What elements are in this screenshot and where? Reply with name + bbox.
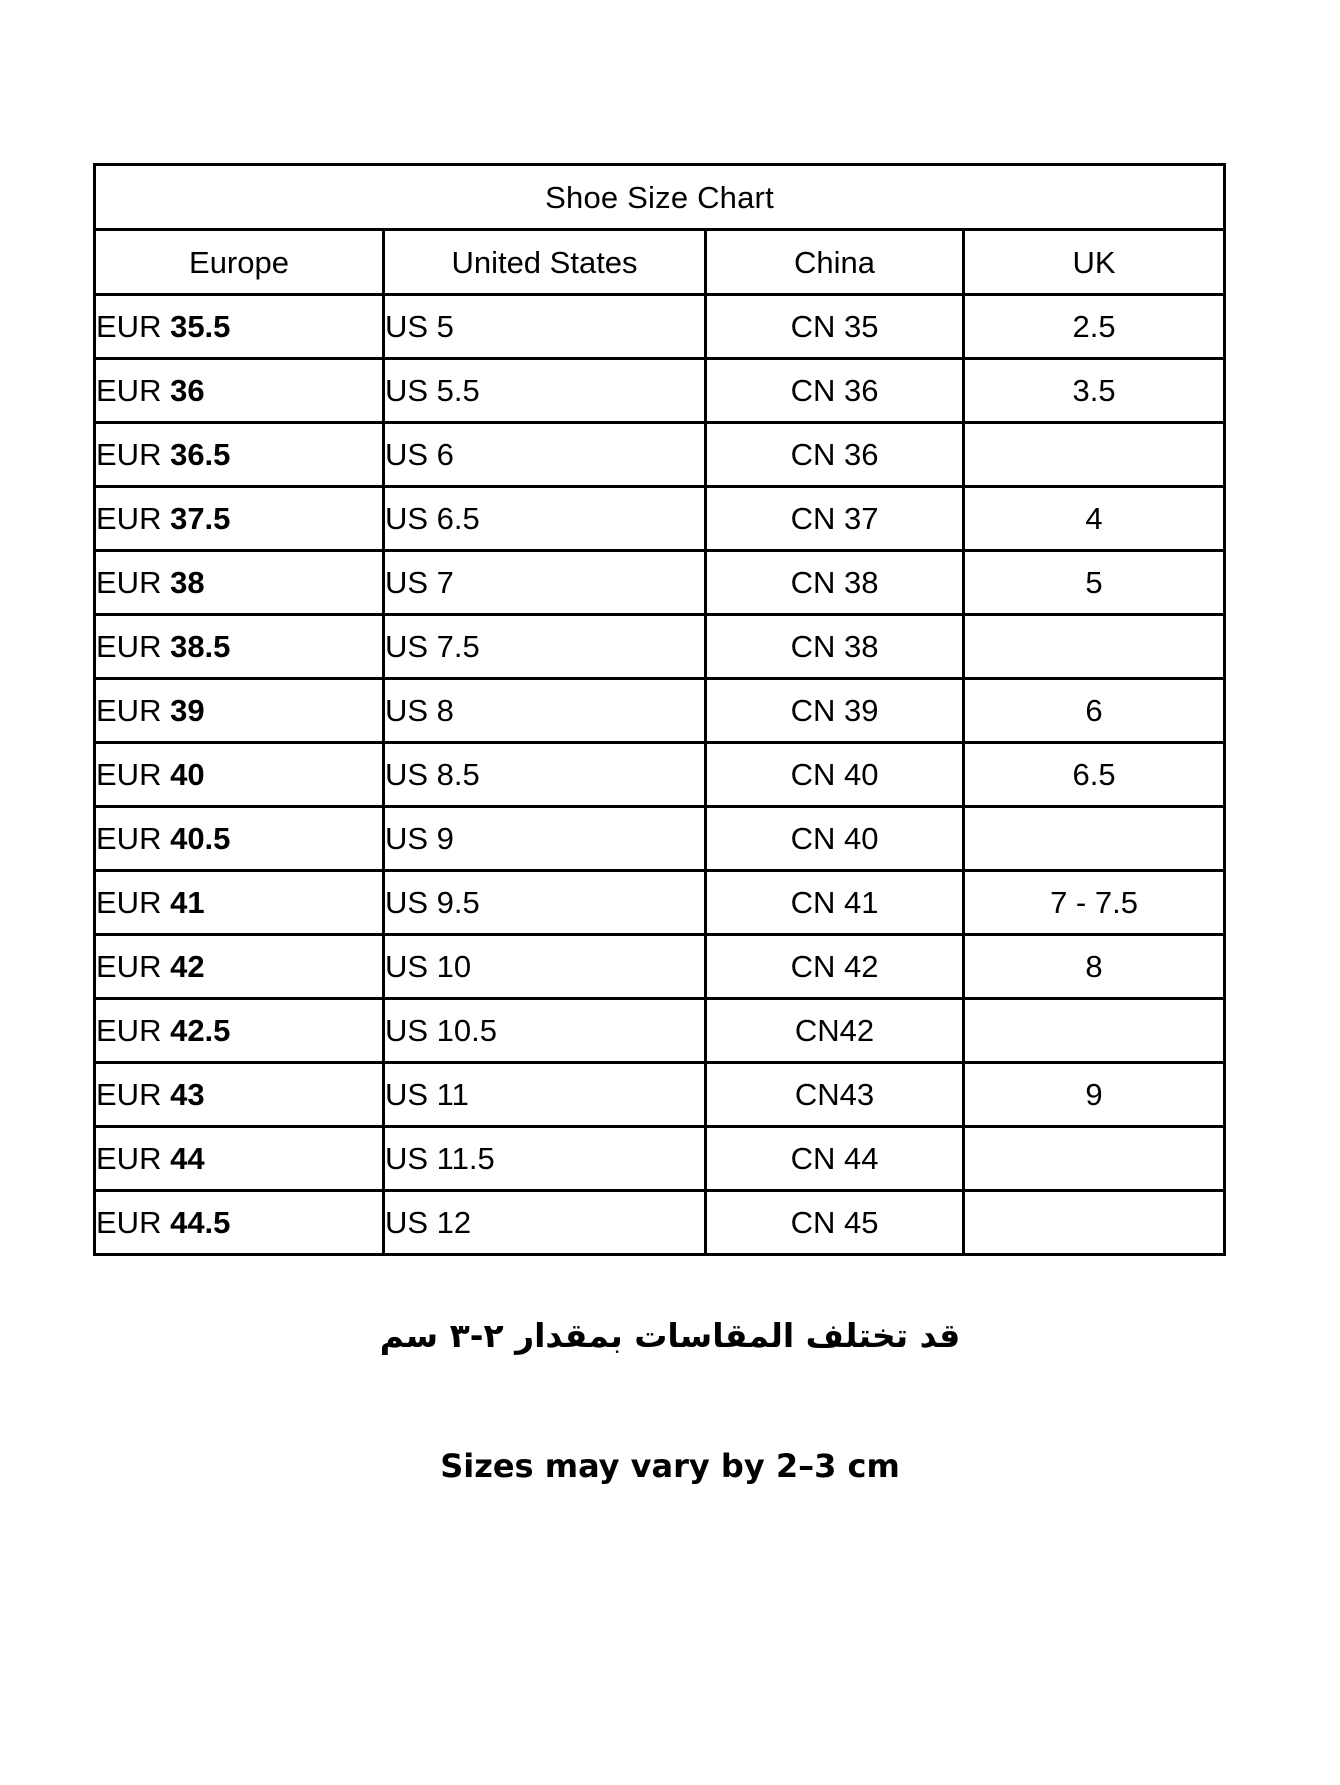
- table-row: [95, 935, 1225, 999]
- cell-china: CN 45: [706, 1191, 964, 1255]
- eur-prefix: EUR: [96, 1141, 162, 1176]
- note-english: Sizes may vary by 2–3 cm: [440, 1447, 900, 1485]
- cell-uk: [964, 423, 1225, 487]
- column-header-china: China: [706, 230, 964, 295]
- cell-united-states: US 5.5: [384, 359, 706, 423]
- cell-united-states: US 8.5: [384, 743, 706, 807]
- cell-united-states: US 6.5: [384, 487, 706, 551]
- cell-europe: [95, 743, 384, 807]
- cell-united-states: US 5: [384, 295, 706, 359]
- eur-prefix: EUR: [96, 1077, 162, 1112]
- cell-europe: [95, 1191, 384, 1255]
- eur-value: 36: [170, 373, 205, 408]
- cell-uk: [964, 1191, 1225, 1255]
- column-header-united-states: United States: [384, 230, 706, 295]
- table-row: [95, 423, 1225, 487]
- eur-value: 42.5: [170, 1013, 231, 1048]
- chart-header-row: [95, 230, 1225, 295]
- cell-united-states: US 9.5: [384, 871, 706, 935]
- cell-uk: 3.5: [964, 359, 1225, 423]
- table-row: [95, 551, 1225, 615]
- size-chart-body: [95, 295, 1225, 1255]
- cell-uk: [964, 999, 1225, 1063]
- table-row: [95, 807, 1225, 871]
- cell-united-states: US 10.5: [384, 999, 706, 1063]
- eur-value: 35.5: [170, 309, 231, 344]
- cell-uk: [964, 1127, 1225, 1191]
- cell-united-states: US 10: [384, 935, 706, 999]
- eur-value: 44: [170, 1141, 205, 1176]
- eur-value: 37.5: [170, 501, 231, 536]
- cell-united-states: US 6: [384, 423, 706, 487]
- eur-prefix: EUR: [96, 373, 162, 408]
- cell-china: CN 36: [706, 359, 964, 423]
- eur-prefix: EUR: [96, 1205, 162, 1240]
- eur-value: 39: [170, 693, 205, 728]
- table-row: [95, 679, 1225, 743]
- cell-china: CN 38: [706, 551, 964, 615]
- cell-china: CN 42: [706, 935, 964, 999]
- table-row: [95, 295, 1225, 359]
- table-row: [95, 1127, 1225, 1191]
- size-chart-table: [93, 163, 1226, 1256]
- cell-europe: [95, 871, 384, 935]
- cell-china: CN 35: [706, 295, 964, 359]
- cell-europe: [95, 679, 384, 743]
- cell-uk: 2.5: [964, 295, 1225, 359]
- cell-uk: 9: [964, 1063, 1225, 1127]
- cell-europe: [95, 615, 384, 679]
- cell-china: CN 40: [706, 807, 964, 871]
- cell-united-states: US 9: [384, 807, 706, 871]
- eur-value: 41: [170, 885, 205, 920]
- note-arabic: قد تختلف المقاسات بمقدار ٢-٣ سم: [379, 1316, 961, 1355]
- cell-europe: [95, 935, 384, 999]
- cell-united-states: US 7.5: [384, 615, 706, 679]
- eur-prefix: EUR: [96, 1013, 162, 1048]
- cell-china: CN 41: [706, 871, 964, 935]
- cell-china: CN 40: [706, 743, 964, 807]
- cell-united-states: US 11: [384, 1063, 706, 1127]
- eur-prefix: EUR: [96, 757, 162, 792]
- eur-prefix: EUR: [96, 885, 162, 920]
- table-row: [95, 999, 1225, 1063]
- cell-united-states: US 8: [384, 679, 706, 743]
- eur-prefix: EUR: [96, 565, 162, 600]
- cell-europe: [95, 1063, 384, 1127]
- eur-prefix: EUR: [96, 437, 162, 472]
- cell-uk: 8: [964, 935, 1225, 999]
- table-row: [95, 615, 1225, 679]
- eur-prefix: EUR: [96, 501, 162, 536]
- table-row: [95, 743, 1225, 807]
- cell-europe: [95, 1127, 384, 1191]
- eur-prefix: EUR: [96, 821, 162, 856]
- cell-europe: [95, 999, 384, 1063]
- cell-uk: [964, 615, 1225, 679]
- eur-value: 36.5: [170, 437, 231, 472]
- eur-value: 40: [170, 757, 205, 792]
- chart-title: Shoe Size Chart: [95, 165, 1225, 230]
- eur-prefix: EUR: [96, 309, 162, 344]
- cell-uk: 7 - 7.5: [964, 871, 1225, 935]
- cell-united-states: US 11.5: [384, 1127, 706, 1191]
- cell-china: CN 38: [706, 615, 964, 679]
- table-row: [95, 1191, 1225, 1255]
- column-header-europe: Europe: [95, 230, 384, 295]
- cell-china: CN 44: [706, 1127, 964, 1191]
- cell-europe: [95, 807, 384, 871]
- eur-value: 38.5: [170, 629, 231, 664]
- eur-value: 40.5: [170, 821, 231, 856]
- eur-value: 43: [170, 1077, 205, 1112]
- cell-uk: [964, 807, 1225, 871]
- cell-europe: [95, 487, 384, 551]
- eur-value: 44.5: [170, 1205, 231, 1240]
- cell-united-states: US 12: [384, 1191, 706, 1255]
- cell-china: CN 36: [706, 423, 964, 487]
- cell-china: CN43: [706, 1063, 964, 1127]
- shoe-size-chart: [93, 163, 1223, 1256]
- cell-uk: 6: [964, 679, 1225, 743]
- cell-united-states: US 7: [384, 551, 706, 615]
- eur-prefix: EUR: [96, 949, 162, 984]
- cell-uk: 4: [964, 487, 1225, 551]
- table-row: [95, 359, 1225, 423]
- table-row: [95, 487, 1225, 551]
- cell-uk: 6.5: [964, 743, 1225, 807]
- cell-china: CN42: [706, 999, 964, 1063]
- table-row: [95, 1063, 1225, 1127]
- chart-title-row: [95, 165, 1225, 230]
- column-header-uk: UK: [964, 230, 1225, 295]
- cell-europe: [95, 359, 384, 423]
- eur-value: 38: [170, 565, 205, 600]
- cell-europe: [95, 423, 384, 487]
- table-row: [95, 871, 1225, 935]
- eur-prefix: EUR: [96, 629, 162, 664]
- cell-europe: [95, 551, 384, 615]
- eur-prefix: EUR: [96, 693, 162, 728]
- eur-value: 42: [170, 949, 205, 984]
- cell-europe: [95, 295, 384, 359]
- cell-china: CN 39: [706, 679, 964, 743]
- cell-uk: 5: [964, 551, 1225, 615]
- cell-china: CN 37: [706, 487, 964, 551]
